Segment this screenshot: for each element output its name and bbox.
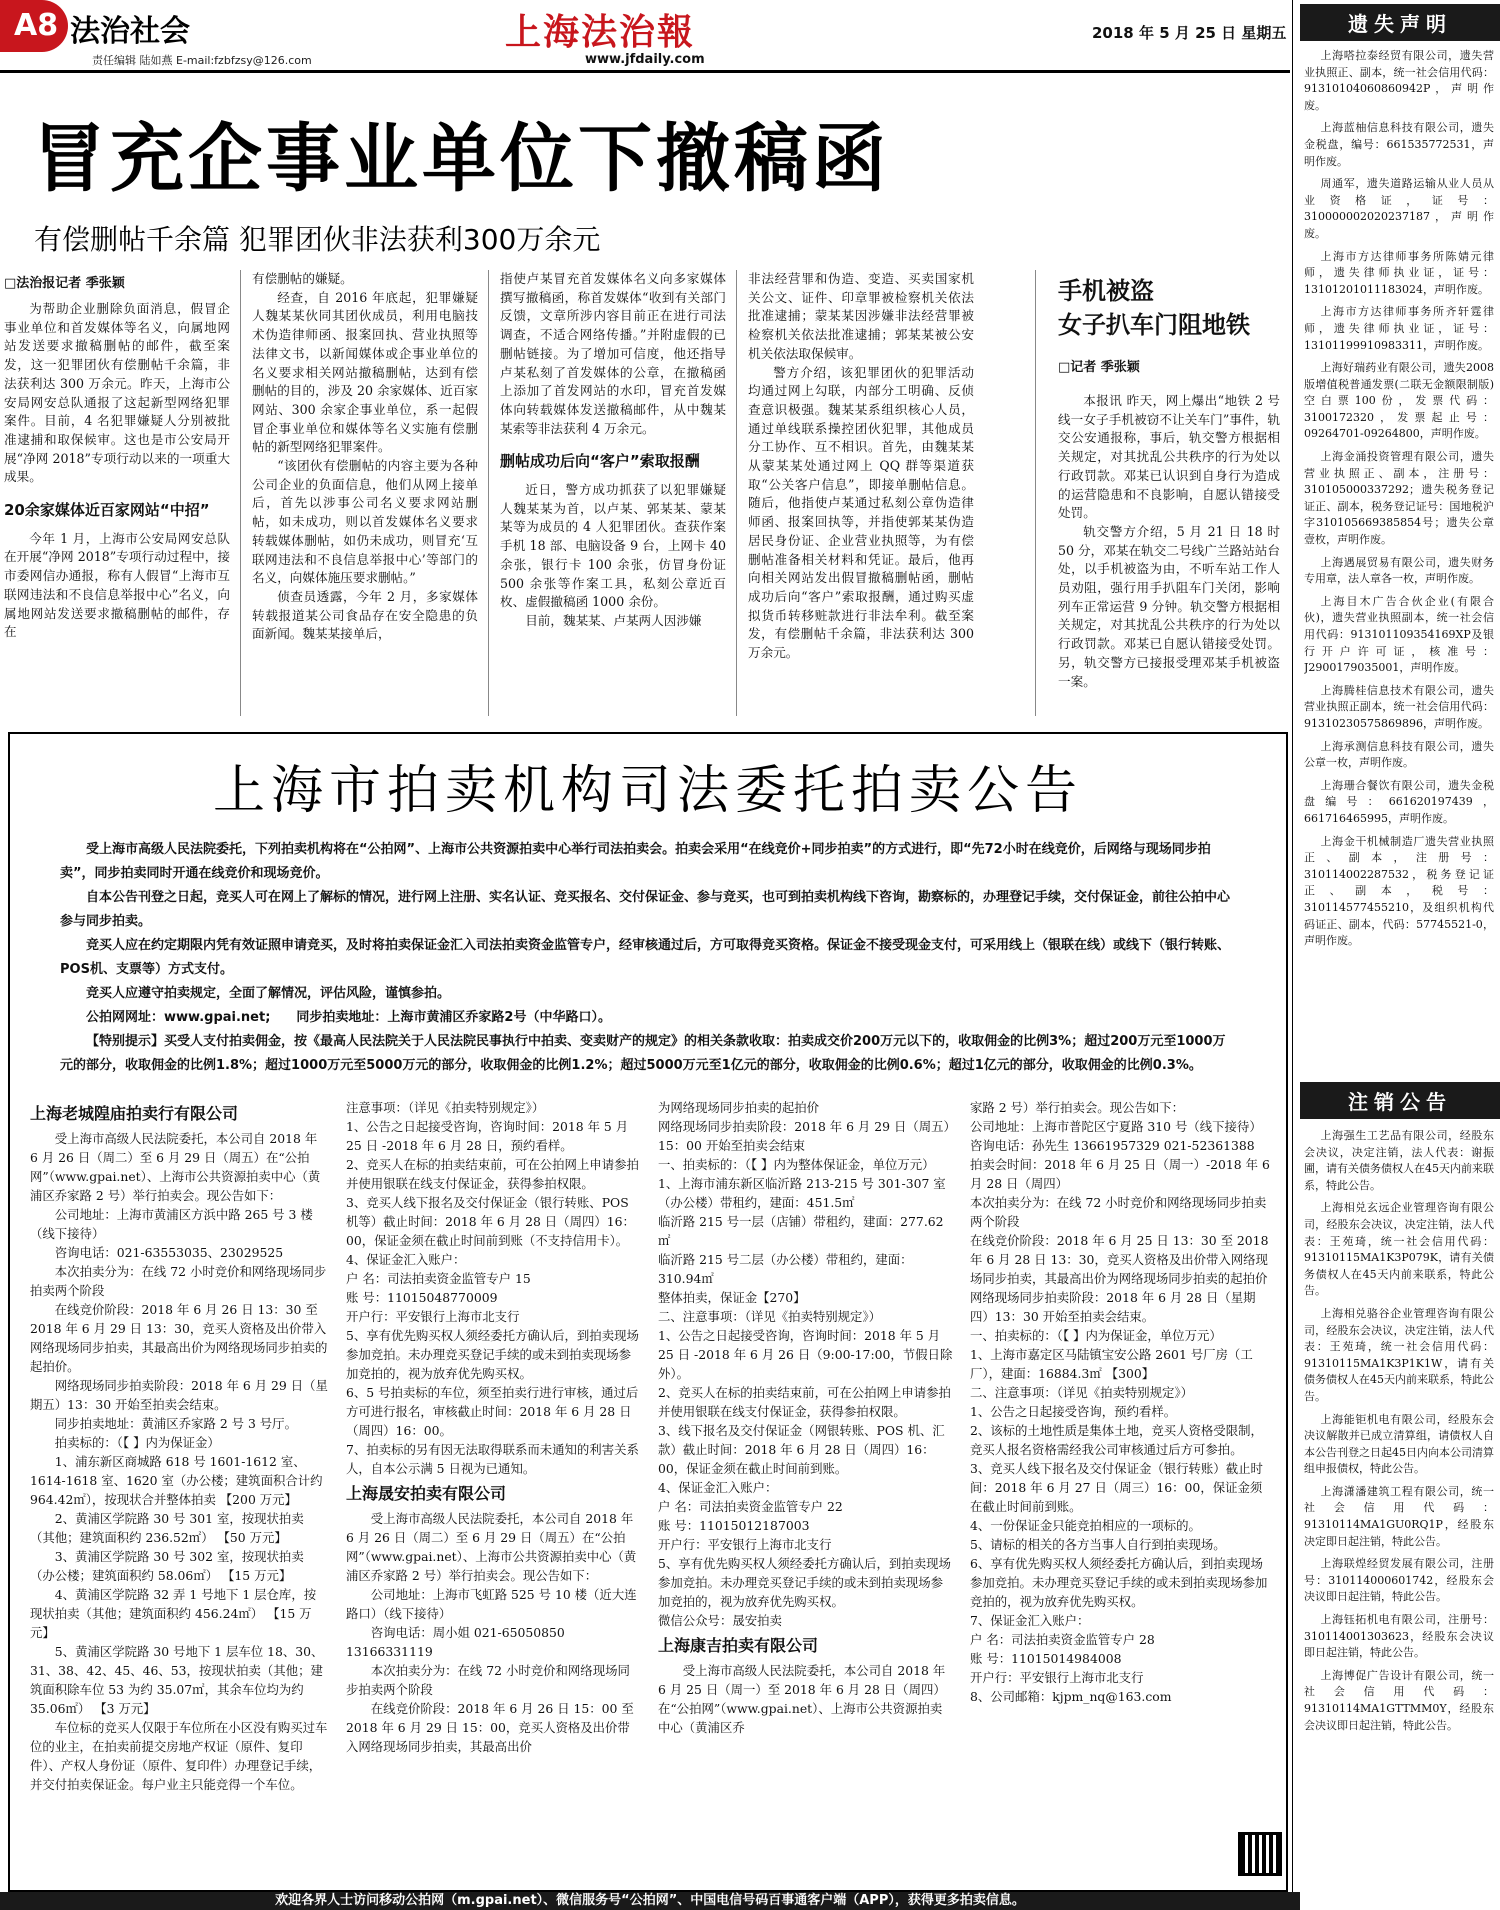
paragraph: 有偿删帖的嫌疑。 bbox=[252, 271, 353, 286]
notice-item: 4、一份保证金只能竞拍相应的一项标的。 bbox=[970, 1518, 1201, 1533]
notice-item: 1、公告之日起接受咨询，咨询时间：2018 年 5 月 25 日 -2018 年 6 月 28 日，预约看样。 bbox=[346, 1119, 629, 1153]
notice-item: 上海潇潘建筑工程有限公司，统一社会信用代码：91310114MA1GU0RQ1P，经股东决定即日起注销，特此公告。 bbox=[1304, 1484, 1494, 1548]
notice-item: 受上海市高级人民法院委托，本公司自 2018 年 6 月 26 日（周二）至 6 月 29 日（周五）在“公拍网”（www.gpai.net）、上海市公共资源拍卖中心（黄浦区乔家路 2 号）举行拍卖会。现公告如下： bbox=[30, 1131, 321, 1203]
auction-col-1 bbox=[30, 1098, 328, 1884]
notice-item: 4、保证金汇入账户： bbox=[346, 1252, 466, 1267]
notice-item: 上海钰拓机电有限公司，注册号：310114001303623，经股东会决议即日起注销，特此公告。 bbox=[1304, 1613, 1494, 1660]
auction-footer: 欢迎各界人士访问移动公拍网（m.gpai.net）、微信服务号“公拍网”、中国电信号码百事通客户端（APP），获得更多拍卖信息。 bbox=[0, 1892, 1300, 1910]
notice-item: 一、拍卖标的：（【 】内为保证金，单位万元） bbox=[970, 1328, 1222, 1343]
notice-item: 7、拍卖标的另有因无法取得联系而未通知的利害关系人，自本公示满 5 日视为已通知。 bbox=[346, 1442, 639, 1476]
auction-company-name: 上海康吉拍卖有限公司 bbox=[658, 1636, 819, 1655]
paragraph: 今年 1 月，上海市公安局网安总队在开展“净网 2018”专项行动过程中，接市委网信办通报，称有人假冒“上海市互联网违法和不良信息举报中心”名义，向属地网站发送要求撤稿删帖的邮件，存在 bbox=[4, 530, 230, 640]
editor-line: 责任编辑 陆如燕 E-mail:fzbfzsy@126.com bbox=[92, 54, 312, 67]
notice-item: 2、竞买人在标的拍卖结束前，可在公拍网上申请参拍并使用银联在线支付保证金，获得参拍权限。 bbox=[658, 1385, 951, 1419]
notice-item: 3、竞买人线下报名及交付保证金（银行转账）截止时间：2018 年 6 月 27 日（周三）16：00，保证金须在截止时间前到账。 bbox=[970, 1461, 1263, 1514]
column-divider bbox=[736, 270, 737, 716]
notice-item: 网络现场同步拍卖阶段：2018 年 6 月 29 日（周五）15：00 开始至拍卖会结束 bbox=[658, 1119, 950, 1153]
notice-item: 上海好瑞药业有限公司，遗失2008版增值税普通发票(二联无金额限制版)空白票100份，发票代码：3100172320，发票起止号：09264701-09264800，声明作废。 bbox=[1304, 361, 1494, 441]
notice-item: 本次拍卖分为：在线 72 小时竞价和网络现场同步拍卖两个阶段 bbox=[30, 1264, 327, 1298]
lost-notices-title: 遗失声明 bbox=[1300, 4, 1500, 41]
paragraph: 公拍网网址：www.gpai.net; 同步拍卖地址：上海市黄浦区乔家路2号（中华路口）。 bbox=[86, 1010, 611, 1025]
notice-item: 2、竞买人在标的拍卖结束前，可在公拍网上申请参拍并使用银联在线支付保证金，获得参拍权限。 bbox=[346, 1157, 639, 1191]
notice-item: 上海博促广告设计有限公司，统一社会信用代码：91310114MA1GTTMM0Y，经股东会决议即日起注销，特此公告。 bbox=[1304, 1668, 1494, 1732]
notice-item: 5、享有优先购买权人须经委托方确认后，到拍卖现场参加竞拍。未办理竞买登记手续的或未到拍卖现场参加竞拍的，视为放弃优先购买权。 bbox=[658, 1556, 951, 1609]
notice-item: 账 号：11015014984008 bbox=[970, 1651, 1122, 1666]
notice-item: 注意事项：（详见《拍卖特别规定》） bbox=[346, 1100, 545, 1115]
article-col-4 bbox=[748, 270, 974, 718]
notice-item: 上海能钜机电有限公司，经股东会决议解散并已成立清算组，请债权人自本公告刊登之日起45日内向本公司清算组申报债权，特此公告。 bbox=[1304, 1412, 1494, 1476]
notice-item: 整体拍卖，保证金【270】 bbox=[658, 1290, 806, 1305]
notice-item: 3、竞买人线下报名及交付保证金（银行转账、POS 机等）截止时间：2018 年 6 月 28 日（周四）16：00，保证金须在截止时间前到账（不支持信用卡）。 bbox=[346, 1195, 635, 1248]
notice-item: 咨询电话：021-63553035、23029525 bbox=[54, 1245, 284, 1260]
article-col-2 bbox=[252, 270, 478, 718]
notice-item: 上海强生工艺品有限公司，经股东会决议，决定注销，法人代表：谢振圃，请有关债务债权人在45天内前来联系，特此公告。 bbox=[1304, 1129, 1494, 1192]
notice-item: 1、上海市浦东新区临沂路 213-215 号 301-307 室（办公楼）带租约，建面：451.5㎡ bbox=[658, 1176, 946, 1210]
paragraph: 受上海市高级人民法院委托，下列拍卖机构将在“公拍网”、上海市公共资源拍卖中心举行司法拍卖会。拍卖会采用“在线竞价+同步拍卖”的方式进行，即“先72小时在线竞价，后网络与现场同步拍卖”，同步拍卖同时开通在线竞价和现场竞价。 bbox=[60, 842, 1211, 881]
auction-intro bbox=[60, 838, 1230, 1078]
notice-item: 咨询电话：周小姐 021-65050850 13166331119 bbox=[346, 1625, 565, 1659]
issue-date: 2018 年 5 月 25 日 星期五 bbox=[1092, 24, 1287, 42]
paragraph: 近日，警方成功抓获了以犯罪嫌疑人魏某某为首，以卢某、郭某某、蒙某某等为成员的 4 人犯罪团伙。查获作案手机 18 部、电脑设备 9 台，上网卡 40 余张，银行卡 100 余张，仿冒身份证 500 余张等作案工具，私刻公章近百枚、虚假撤稿函 1000 余份。 bbox=[500, 482, 726, 610]
qr-code-icon bbox=[1238, 1832, 1282, 1876]
notice-item: 户 名：司法拍卖资金监管专户 28 bbox=[970, 1632, 1155, 1647]
notice-item: 户 名：司法拍卖资金监管专户 15 bbox=[346, 1271, 531, 1286]
notice-item: 上海金干机械制造厂遗失营业执照正、副本，注册号：310114002287532，税务登记证正、副本，税号：310114577455210，及组织机构代码证正、副本，代码：57745521-0，声明作废。 bbox=[1304, 834, 1494, 948]
notice-item: 1、公告之日起接受咨询，预约看样。 bbox=[970, 1404, 1177, 1419]
notice-item: 3、线下报名及交付保证金（网银转账、POS 机、汇款）截止时间：2018 年 6 月 28 日（周四）16：00，保证金须在截止时间前到账。 bbox=[658, 1423, 945, 1476]
cancel-notices-title: 注销公告 bbox=[1300, 1082, 1500, 1119]
title-line: 女子扒车门阻地铁 bbox=[1058, 311, 1250, 339]
notice-item: 临沂路 215 号二层（办公楼）带租约，建面：310.94㎡ bbox=[658, 1252, 913, 1286]
notice-item: 8、公司邮箱：kjpm_nq@163.com bbox=[970, 1689, 1172, 1704]
notice-item: 5、请标的相关的各方当事人自行到拍卖现场。 bbox=[970, 1537, 1226, 1552]
notice-item: 3、黄浦区学院路 30 号 302 室，按现状拍卖（办公楼；建筑面积约 58.06㎡） 【15 万元】 bbox=[30, 1549, 304, 1583]
notice-item: 拍卖会时间：2018 年 6 月 25 日（周一）-2018 年 6 月 28 日（周四） bbox=[970, 1157, 1270, 1191]
notice-item: 5、享有优先购买权人须经委托方确认后，到拍卖现场参加竞拍。未办理竞买登记手续的或未到拍卖现场参加竞拍的，视为放弃优先购买权。 bbox=[346, 1328, 639, 1381]
notice-item: 公司地址：上海市普陀区宁夏路 310 号（线下接待） bbox=[970, 1119, 1262, 1134]
paragraph: 竞买人应遵守拍卖规定，全面了解情况，评估风险，谨慎参拍。 bbox=[86, 986, 451, 1001]
notice-item: 周通军，遗失道路运输从业人员从业资格证，证号：310000002020237187，声明作废。 bbox=[1304, 177, 1494, 240]
notice-item: 网络现场同步拍卖阶段：2018 年 6 月 29 日（星期五）13：30 开始至拍卖会结束。 bbox=[30, 1378, 328, 1412]
notice-item: 7、保证金汇入账户： bbox=[970, 1613, 1090, 1628]
notice-item: 4、黄浦区学院路 32 弄 1 号地下 1 层仓库，按现状拍卖（其他；建筑面积约 456.24㎡） 【15 万元】 bbox=[30, 1587, 317, 1640]
notice-item: 2、黄浦区学院路 30 号 301 室，按现状拍卖（其他；建筑面积约 236.52㎡） 【50 万元】 bbox=[30, 1511, 304, 1545]
column-divider bbox=[488, 270, 489, 716]
notice-divider bbox=[1292, 0, 1293, 1892]
column-divider bbox=[1035, 270, 1036, 716]
notice-item: 6、5 号拍卖标的车位，须至拍卖行进行审核，通过后方可进行报名，审核截止时间：2018 年 6 月 28 日（周四）16：00。 bbox=[346, 1385, 639, 1438]
article-col-1 bbox=[4, 300, 230, 718]
notice-item: 5、黄浦区学院路 30 号地下 1 层车位 18、30、31、38、42、45、46、53，按现状拍卖（其他；建筑面积除车位 53 为约 35.07㎡，其余车位均为约 35.06㎡） 【3 万元】 bbox=[30, 1644, 324, 1716]
notice-item: 上海目木广告合伙企业(有限合伙)，遗失营业执照副本，统一社会信用代码：913101109354169XP及银行开户许可证，核准号：J2900179035001，声明作废。 bbox=[1304, 594, 1494, 675]
notice-item: 临沂路 215 号一层（店铺）带租约，建面：277.62㎡ bbox=[658, 1214, 944, 1248]
notice-item: 网络现场同步拍卖阶段：2018 年 6 月 28 日（星期四）13：30 开始至拍卖会结束。 bbox=[970, 1290, 1256, 1324]
notice-item: 受上海市高级人民法院委托，本公司自 2018 年 6 月 26 日（周二）至 6 月 29 日（周五）在“公拍网”（www.gpai.net）、上海市公共资源拍卖中心（黄浦区乔家路 2 号）举行拍卖会。现公告如下： bbox=[346, 1511, 637, 1583]
masthead: 上海法治報 bbox=[505, 11, 696, 53]
paragraph: 竞买人应在约定期限内凭有效证照申请竞买，及时将拍卖保证金汇入司法拍卖资金监管专户，经审核通过后，方可取得竞买资格。保证金不接受现金支付，可采用线上（银联在线）或线下（银行转账、POS机、支票等）方式支付。 bbox=[60, 938, 1231, 977]
notice-item: 账 号：11015012187003 bbox=[658, 1518, 810, 1533]
auction-company-name: 上海老城隍庙拍卖行有限公司 bbox=[30, 1104, 239, 1123]
sidebar-story-byline: □记者 季张颖 bbox=[1058, 360, 1140, 375]
notice-item: 6、享有优先购买权人须经委托方确认后，到拍卖现场参加竞拍。未办理竞买登记手续的或未到拍卖现场参加竞拍的，视为放弃优先购买权。 bbox=[970, 1556, 1268, 1609]
notice-item: 上海腾桂信息技术有限公司，遗失营业执照正副本，统一社会信用代码：91310230575869896，声明作废。 bbox=[1304, 683, 1494, 730]
notice-item: 咨询电话：孙先生 13661957329 021-52361388 bbox=[970, 1138, 1255, 1153]
notice-item: 开户行：平安银行上海市北支行 bbox=[346, 1309, 520, 1324]
column-divider bbox=[240, 270, 241, 716]
paragraph: 警方介绍，该犯罪团伙的犯罪活动均通过网上勾联，内部分工明确、反侦查意识极强。魏某某系组织核心人员，通过单线联系操控团伙犯罪，其他成员分工协作、互不相识。首先，由魏某某从蒙某某处通过网上 QQ 群等渠道获取“公关客户信息”，即接单删帖信息。随后，他指使卢某通过私刻公章伪造律师函、报案回执等，并指使郭某某伪造居民身份证、企业营业执照等，为有偿删帖准备相关材料和凭证。最后，他再向相关网站发出假冒撤稿删帖函，删帖成功后向“客户”索取报酬，通过购买虚拟货币转移赃款进行非法牟利。截至案发，有偿删帖千余篇，非法获利达 300 万余元。 bbox=[748, 364, 974, 661]
notice-item: 1、上海市嘉定区马陆镇宝安公路 2601 号厂房（工厂），建面：16884.3㎡ 【300】 bbox=[970, 1347, 1253, 1381]
notice-item: 一、拍卖标的：（【 】内为整体保证金，单位万元） bbox=[658, 1157, 935, 1172]
notice-item: 在线竞价阶段：2018 年 6 月 25 日 13：30 至 2018 年 6 月 28 日 13：30，竞买人资格及出价带入网络现场同步拍卖，其最高出价为网络现场同步拍卖的起拍价 bbox=[970, 1233, 1269, 1286]
masthead-site: www.jfdaily.com bbox=[585, 52, 705, 67]
page-number: A8 bbox=[0, 0, 68, 52]
paragraph: 侦查员透露，今年 2 月，多家媒体转载报道某公司食品存在安全隐患的负面新闻。魏某某接单后， bbox=[252, 588, 478, 642]
notice-item: 开户行：平安银行上海市北支行 bbox=[658, 1537, 832, 1552]
article-col-3 bbox=[500, 270, 726, 718]
notice-item: 在线竞价阶段：2018 年 6 月 26 日 13：30 至 2018 年 6 月 29 日 13：30，竞买人资格及出价带入网络现场同步拍卖，其最高出价为网络现场同步拍卖的起拍价。 bbox=[30, 1302, 328, 1374]
notice-item: 为网络现场同步拍卖的起拍价 bbox=[658, 1100, 820, 1115]
subheading: 20余家媒体近百家网站“中招” bbox=[4, 501, 210, 520]
paragraph: 轨交警方介绍，5 月 21 日 18 时 50 分，邓某在轨交二号线广兰路站站台处，以手机被盗为由，不听车站工作人员劝阻，强行用手扒阻车门关闭，影响列车正常运营 9 分钟。轨交警方根据相关规定，对其扰乱公共秩序的行为处以行政罚款。邓某已自愿认错接受处罚。另，轨交警方已接报受理邓某手机被盗一案。 bbox=[1058, 523, 1280, 689]
sidebar-story-body bbox=[1058, 392, 1280, 718]
main-headline: 冒充企事业单位下撤稿函 bbox=[32, 116, 890, 202]
notice-item: 受上海市高级人民法院委托，本公司自 2018 年 6 月 25 日（周一）至 2018 年 6 月 28 日（周四）在“公拍网”（www.gpai.net）、上海市公共资源拍卖中心（黄浦区乔 bbox=[658, 1663, 946, 1735]
notice-item: 车位标的竞买人仅限于车位所在小区没有购买过车位的业主，在拍卖前提交房地产权证（原件、复印件）、产权人身份证（原件、复印件）办理登记手续，并交付拍卖保证金。每户业主只能竞得一个车位。 bbox=[30, 1720, 328, 1792]
paragraph: 目前，魏某某、卢某两人因涉嫌 bbox=[525, 612, 702, 628]
notice-item: 上海联煌经贸发展有限公司，注册号：310114000601742，经股东会决议即日起注销，特此公告。 bbox=[1304, 1557, 1494, 1604]
notice-item: 4、保证金汇入账户： bbox=[658, 1480, 778, 1495]
notice-item: 家路 2 号）举行拍卖会。现公告如下： bbox=[970, 1100, 1185, 1115]
notice-item: 1、公告之日起接受咨询，咨询时间：2018 年 5 月 25 日 -2018 年 6 月 26 日（9:00-17:00，节假日除外）。 bbox=[658, 1328, 953, 1381]
auction-title: 上海市拍卖机构司法委托拍卖公告 bbox=[212, 761, 1083, 821]
paragraph: 非法经营罪和伪造、变造、买卖国家机关公文、证件、印章罪被检察机关依法批准逮捕；蒙某某因涉嫌非法经营罪被检察机关依法批准逮捕；郭某某被公安机关依法取保候审。 bbox=[748, 271, 974, 361]
paragraph: 为帮助企业删除负面消息，假冒企事业单位和首发媒体等名义，向属地网站发送要求撤稿删帖的邮件，截至案发，这一犯罪团伙有偿删帖千余篇，非法获利达 300 万余元。昨天，上海市公安局网安总队通报了这起新型网络犯罪案件。目前，4 名犯罪嫌疑人分别被批准逮捕和取保候审。这也是市公安局开展“净网 2018”专项行动以来的一项重大成果。 bbox=[4, 301, 230, 485]
title-line: 手机被盗 bbox=[1058, 277, 1154, 305]
notice-item: 二、注意事项：（详见《拍卖特别规定》） bbox=[658, 1309, 882, 1324]
notice-item: 上海市方达律师事务所齐轩霆律师，遗失律师执业证，证号：13101199910983311，声明作废。 bbox=[1304, 305, 1494, 352]
notice-item: 上海承测信息科技有限公司，遗失公章一枚，声明作废。 bbox=[1304, 739, 1494, 770]
main-byline: □法治报记者 季张颖 bbox=[4, 276, 125, 291]
notice-item: 本次拍卖分为：在线 72 小时竞价和网络现场同步拍卖两个阶段 bbox=[346, 1663, 630, 1697]
auction-col-2 bbox=[346, 1098, 642, 1884]
notice-item: 二、注意事项：（详见《拍卖特别规定》） bbox=[970, 1385, 1194, 1400]
header-rule bbox=[0, 70, 1290, 73]
notice-item: 本次拍卖分为：在线 72 小时竞价和网络现场同步拍卖两个阶段 bbox=[970, 1195, 1267, 1229]
main-subhead: 有偿删帖千余篇 犯罪团伙非法获利300万余元 bbox=[34, 223, 601, 256]
section-title: 法治社会 bbox=[70, 14, 190, 49]
paragraph: 指使卢某冒充首发媒体名义向多家媒体撰写撤稿函，称首发媒体“收到有关部门反馈，文章所涉内容目前正在进行司法调查，不适合网络传播。”并附虚假的已删帖链接。为了增加可信度，他还指导卢某私刻了首发媒体的公章，在撤稿函上添加了首发网站的水印，冒充首发媒体向转载媒体发送撤稿邮件，从中魏某某索等非法获利 4 万余元。 bbox=[500, 271, 726, 436]
cancel-notices-list bbox=[1304, 1128, 1494, 1888]
notice-item: 上海金涌投资管理有限公司，遗失营业执照正、副本，注册号：310105000337292；遗失税务登记证正、副本，税务登记证号：国地税沪字310105669385854号；遗失公章壹枚，声明作废。 bbox=[1304, 450, 1494, 547]
notice-item: 上海相兑玄远企业管理咨询有限公司，经股东会决议，决定注销，法人代表：王苑琦，统一社会信用代码：91310115MA1K3P079K，请有关债务债权人在45天内前来联系，特此公告。 bbox=[1304, 1201, 1494, 1298]
notice-item: 上海相兑骆谷企业管理咨询有限公司，经股东会决议，决定注销，法人代表：王苑琦，统一社会信用代码：91310115MA1K3P1K1W，请有关债务债权人在45天内前来联系，特此公告。 bbox=[1304, 1306, 1494, 1403]
auction-company-name: 上海晟安拍卖有限公司 bbox=[346, 1484, 507, 1503]
sidebar-story-title bbox=[1058, 274, 1250, 342]
notice-item: 拍卖标的：（【 】内为保证金） bbox=[54, 1435, 220, 1450]
subheading: 删帖成功后向“客户”索取报酬 bbox=[500, 452, 700, 471]
notice-item: 1、浦东新区商城路 618 号 1601-1612 室、1614-1618 室、1620 室（办公楼；建筑面积合计约 964.42㎡），按现状合并整体拍卖 【200 万元】 bbox=[30, 1454, 323, 1507]
notice-item: 2、该标的土地性质是集体土地，竞买人资格受限制，竞买人报名资格需经我公司审核通过后方可参拍。 bbox=[970, 1423, 1263, 1457]
notice-item: 公司地址：上海市黄浦区方浜中路 265 号 3 楼（线下接待） bbox=[30, 1207, 313, 1241]
notice-item: 账 号：11015048770009 bbox=[346, 1290, 498, 1305]
notice-item: 上海嗒拉泰经贸有限公司，遗失营业执照正、副本，统一社会信用代码：91310104060860942P，声明作废。 bbox=[1304, 49, 1494, 112]
auction-col-3 bbox=[658, 1098, 954, 1884]
notice-item: 开户行：平安银行上海市北支行 bbox=[970, 1670, 1144, 1685]
paragraph: 经查，自 2016 年底起，犯罪嫌疑人魏某某伙同其团伙成员，利用电脑技术伪造律师函、报案回执、营业执照等法律文书，以新闻媒体或企事业单位的名义要求相关网站撤稿删帖，达到有偿删帖的目的，涉及 20 余家媒体、近百家网站、300 余家企事业单位，系一起假冒企事业单位和媒体等名义实施有偿删帖的新型网络犯罪案件。 bbox=[252, 289, 478, 455]
notice-item: 上海遇展贸易有限公司，遗失财务专用章，法人章各一枚，声明作废。 bbox=[1304, 555, 1494, 586]
auction-col-4 bbox=[970, 1098, 1270, 1828]
notice-item: 微信公众号：晟安拍卖 bbox=[658, 1613, 782, 1628]
notice-item: 同步拍卖地址：黄浦区乔家路 2 号 3 号厅。 bbox=[54, 1416, 297, 1431]
notice-item: 在线竞价阶段：2018 年 6 月 26 日 15：00 至 2018 年 6 月 29 日 15：00，竞买人资格及出价带入网络现场同步拍卖，其最高出价 bbox=[346, 1701, 634, 1754]
notice-item: 户 名：司法拍卖资金监管专户 22 bbox=[658, 1499, 843, 1514]
notice-item: 上海珊合餐饮有限公司，遗失金税盘编号：661620197439，661716465995，声明作废。 bbox=[1304, 778, 1494, 825]
paragraph: 【特别提示】买受人支付拍卖佣金，按《最高人民法院关于人民法院民事执行中拍卖、变卖财产的规定》的相关条款收取：拍卖成交价200万元以下的，收取佣金的比例3%；超过200万元至1000万元的部分，收取佣金的比例1.8%；超过1000万元至5000万元的部分，收取佣金的比例1.2%；超过5000万元至1亿元的部分，收取佣金的比例0.6%；超过1亿元的部分，收取佣金的比例0.3%。 bbox=[60, 1034, 1226, 1073]
paragraph: 本报讯 昨天，网上爆出“地铁 2 号线一女子手机被窃不让关车门”事件，轨交公安通报称，事后，轨交警方根据相关规定，对其扰乱公共秩序的行为处以行政罚款。邓某已认识到自身行为造成的运营隐患和不良影响，自愿认错接受处罚。 bbox=[1058, 393, 1280, 521]
paragraph: 自本公告刊登之日起，竞买人可在网上了解标的情况，进行网上注册、实名认证、竞买报名、交付保证金、参与竞买，也可到拍卖机构线下咨询，勘察标的，办理登记手续，交付保证金，前往公拍中心参与同步拍卖。 bbox=[60, 890, 1231, 929]
lost-notices-list bbox=[1304, 48, 1494, 1072]
notice-item: 上海蓝柚信息科技有限公司，遗失金税盘，编号：661535772531，声明作废。 bbox=[1304, 121, 1494, 168]
notice-item: 上海市方达律师事务所陈婧元律师，遗失律师执业证，证号：13101201011183024，声明作废。 bbox=[1304, 249, 1494, 296]
paragraph: “该团伙有偿删帖的内容主要为各种公司企业的负面信息，他们从网上接单后，首先以涉事公司名义要求网站删帖，如未成功，则以首发媒体名义要求转载媒体删帖，如仍未成功，则冒充‘互联网违法和不良信息举报中心’等部门的名义，向媒体施压要求删帖。” bbox=[252, 458, 478, 586]
notice-item: 公司地址：上海市飞虹路 525 号 10 楼（近大连路口）（线下接待） bbox=[346, 1587, 637, 1621]
